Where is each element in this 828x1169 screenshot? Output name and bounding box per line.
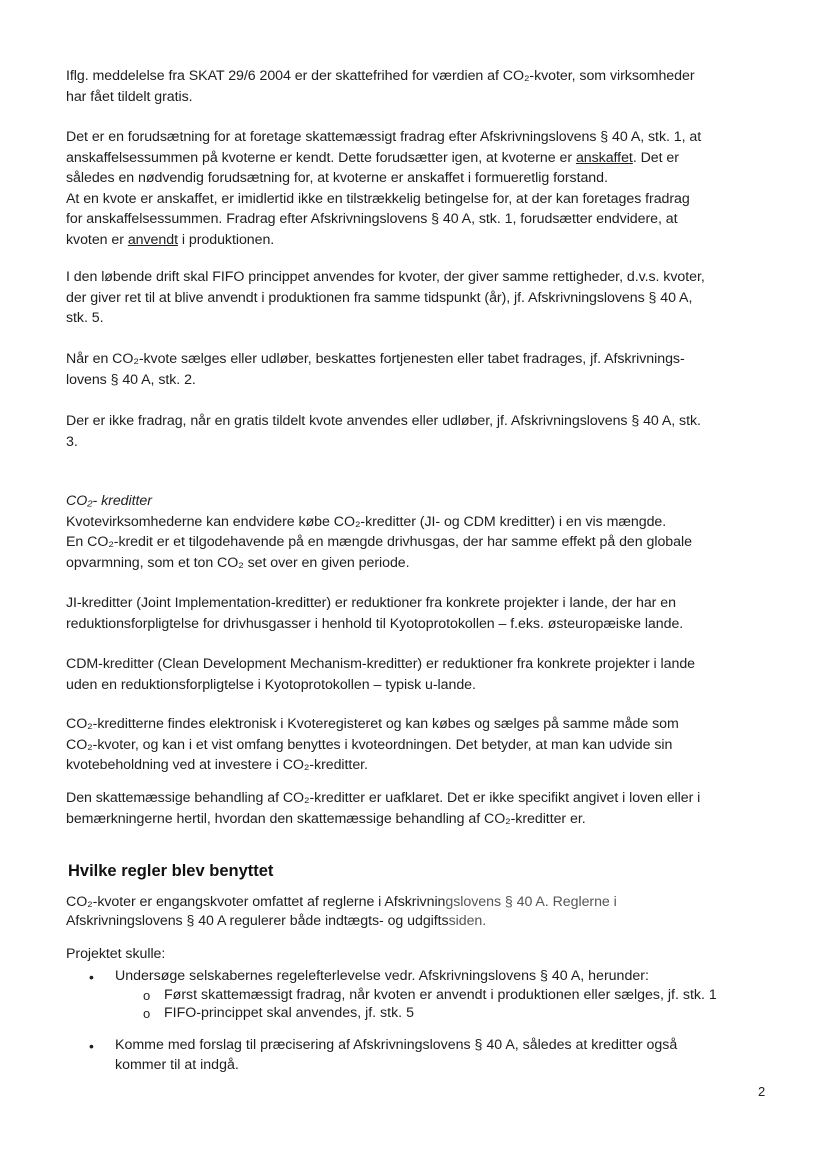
page-number: 2 bbox=[758, 1084, 766, 1099]
bullet-item-proposal: Komme med forslag til præcisering af Afskrivningslovens § 40 A, således at kreditter også kommer til at indgå. bbox=[115, 1037, 678, 1073]
paragraph-tax-treatment: Den skattemæssige behandling af CO₂-kreditter er uafklaret. Det er ikke specifikt angivet i loven eller i bemærkningerne hertil, hvordan den skattemæssige behandling af CO₂-kreditter er. bbox=[66, 790, 701, 827]
paragraph-no-deduction: Der er ikke fradrag, når en gratis tildelt kvote anvendes eller udløber, jf. Afskrivningslovens § 40 A, stk. 3. bbox=[66, 413, 701, 450]
underlined-anvendt: anvendt bbox=[127, 231, 178, 248]
paragraph-fifo: I den løbende drift skal FIFO princippet anvendes for kvoter, der giver samme rettigheder, d.v.s. kvoter, der giver ret til at blive anvendt i produktionen fra samme tidspunkt (år), jf. Afskrivningslovens § 40 A, stk. 5. bbox=[66, 269, 705, 326]
paragraph-skat-notice: Iflg. meddelelse fra SKAT 29/6 2004 er der skattefrihed for værdien af CO₂-kvoter, som virksomheder har fået tildelt gratis. bbox=[66, 68, 695, 105]
subtitle-co2-credits: CO₂- kreditter bbox=[66, 493, 152, 509]
paragraph-cdm-credits: CDM-kreditter (Clean Development Mechanism-kreditter) er reduktioner fra konkrete projekter i lande uden en reduktionsforpligtelse i Kyotoprotokollen – typisk u-lande. bbox=[66, 656, 696, 693]
bullet-item-compliance: Undersøge selskabernes regelefterlevelse vedr. Afskrivningslovens § 40 A, herunder: bbox=[115, 968, 649, 984]
bullet-marker: • bbox=[89, 969, 94, 985]
paragraph-sale-expiry: Når en CO₂-kvote sælges eller udløber, beskattes fortjenesten eller tabet fradrages, jf. Afskrivnings- lovens § 40 A, stk. 2. bbox=[66, 351, 685, 388]
sub-bullet-item-fifo: FIFO-princippet skal anvendes, jf. stk. 5 bbox=[164, 1005, 414, 1021]
section-heading: Hvilke regler blev benyttet bbox=[68, 862, 274, 880]
paragraph-rules: CO₂-kvoter er engangskvoter omfattet af reglerne i Afskrivningslovens § 40 A. Reglerne i Afskrivningslovens § 40 A regulerer både indtægts- og udgiftssiden. bbox=[66, 894, 617, 929]
paragraph-credit-registry: CO₂-kreditterne findes elektronisk i Kvoteregisteret og kan købes og sælges på samme måde som CO₂-kvoter, og kan i et vist omfang benyttes i kvoteordningen. Det betyder, at man kan udvide sin kvotebeholdning ved at investere i CO₂-kreditter. bbox=[66, 716, 679, 773]
underlined-anskaffet: anskaffet bbox=[575, 149, 633, 166]
sub-bullet-item-deduction: Først skattemæssigt fradrag, når kvoten er anvendt i produktionen eller sælges, jf. stk. 1 bbox=[164, 987, 717, 1003]
paragraph-co2-credits: CO₂- kreditter Kvotevirksomhederne kan endvidere købe CO₂-kreditter (JI- og CDM kreditter) i en vis mængde. En CO₂-kredit er et tilgodehavende på en mængde drivhusgas, der har samme effekt på den globale opvarmning, som et ton CO₂ set over en given periode. bbox=[66, 491, 766, 573]
sub-bullet-marker: o bbox=[143, 1006, 151, 1021]
bullet-marker: • bbox=[89, 1038, 94, 1054]
sub-bullet-marker: o bbox=[143, 988, 151, 1003]
paragraph-project-intro: Projektet skulle: bbox=[66, 946, 166, 962]
paragraph-ji-credits: JI-kreditter (Joint Implementation-kreditter) er reduktioner fra konkrete projekter i lande, der har en reduktionsforpligtelse for drivhusgasser i henhold til Kyotoprotokollen – f.eks. østeuropæiske lande. bbox=[66, 595, 684, 632]
paragraph-deduction-condition: Det er en forudsætning for at foretage skattemæssigt fradrag efter Afskrivningslovens § 40 A, stk. 1, at anskaffelsessummen på kvoterne er kendt. Dette forudsætter igen, at kvoterne er anskaffet. Det er således en nødvendig forudsætning for, at kvoterne er anskaffet i formueretlig forstand. At en kvote er anskaffet, er imidlertid ikke en tilstrækkelig betingelse for, at der kan foretages fradrag for anskaffelsessummen. Fradrag efter Afskrivningslovens § 40 A, stk. 1, forudsætter endvidere, at kvoten er anvendt i produktionen. bbox=[66, 129, 702, 248]
